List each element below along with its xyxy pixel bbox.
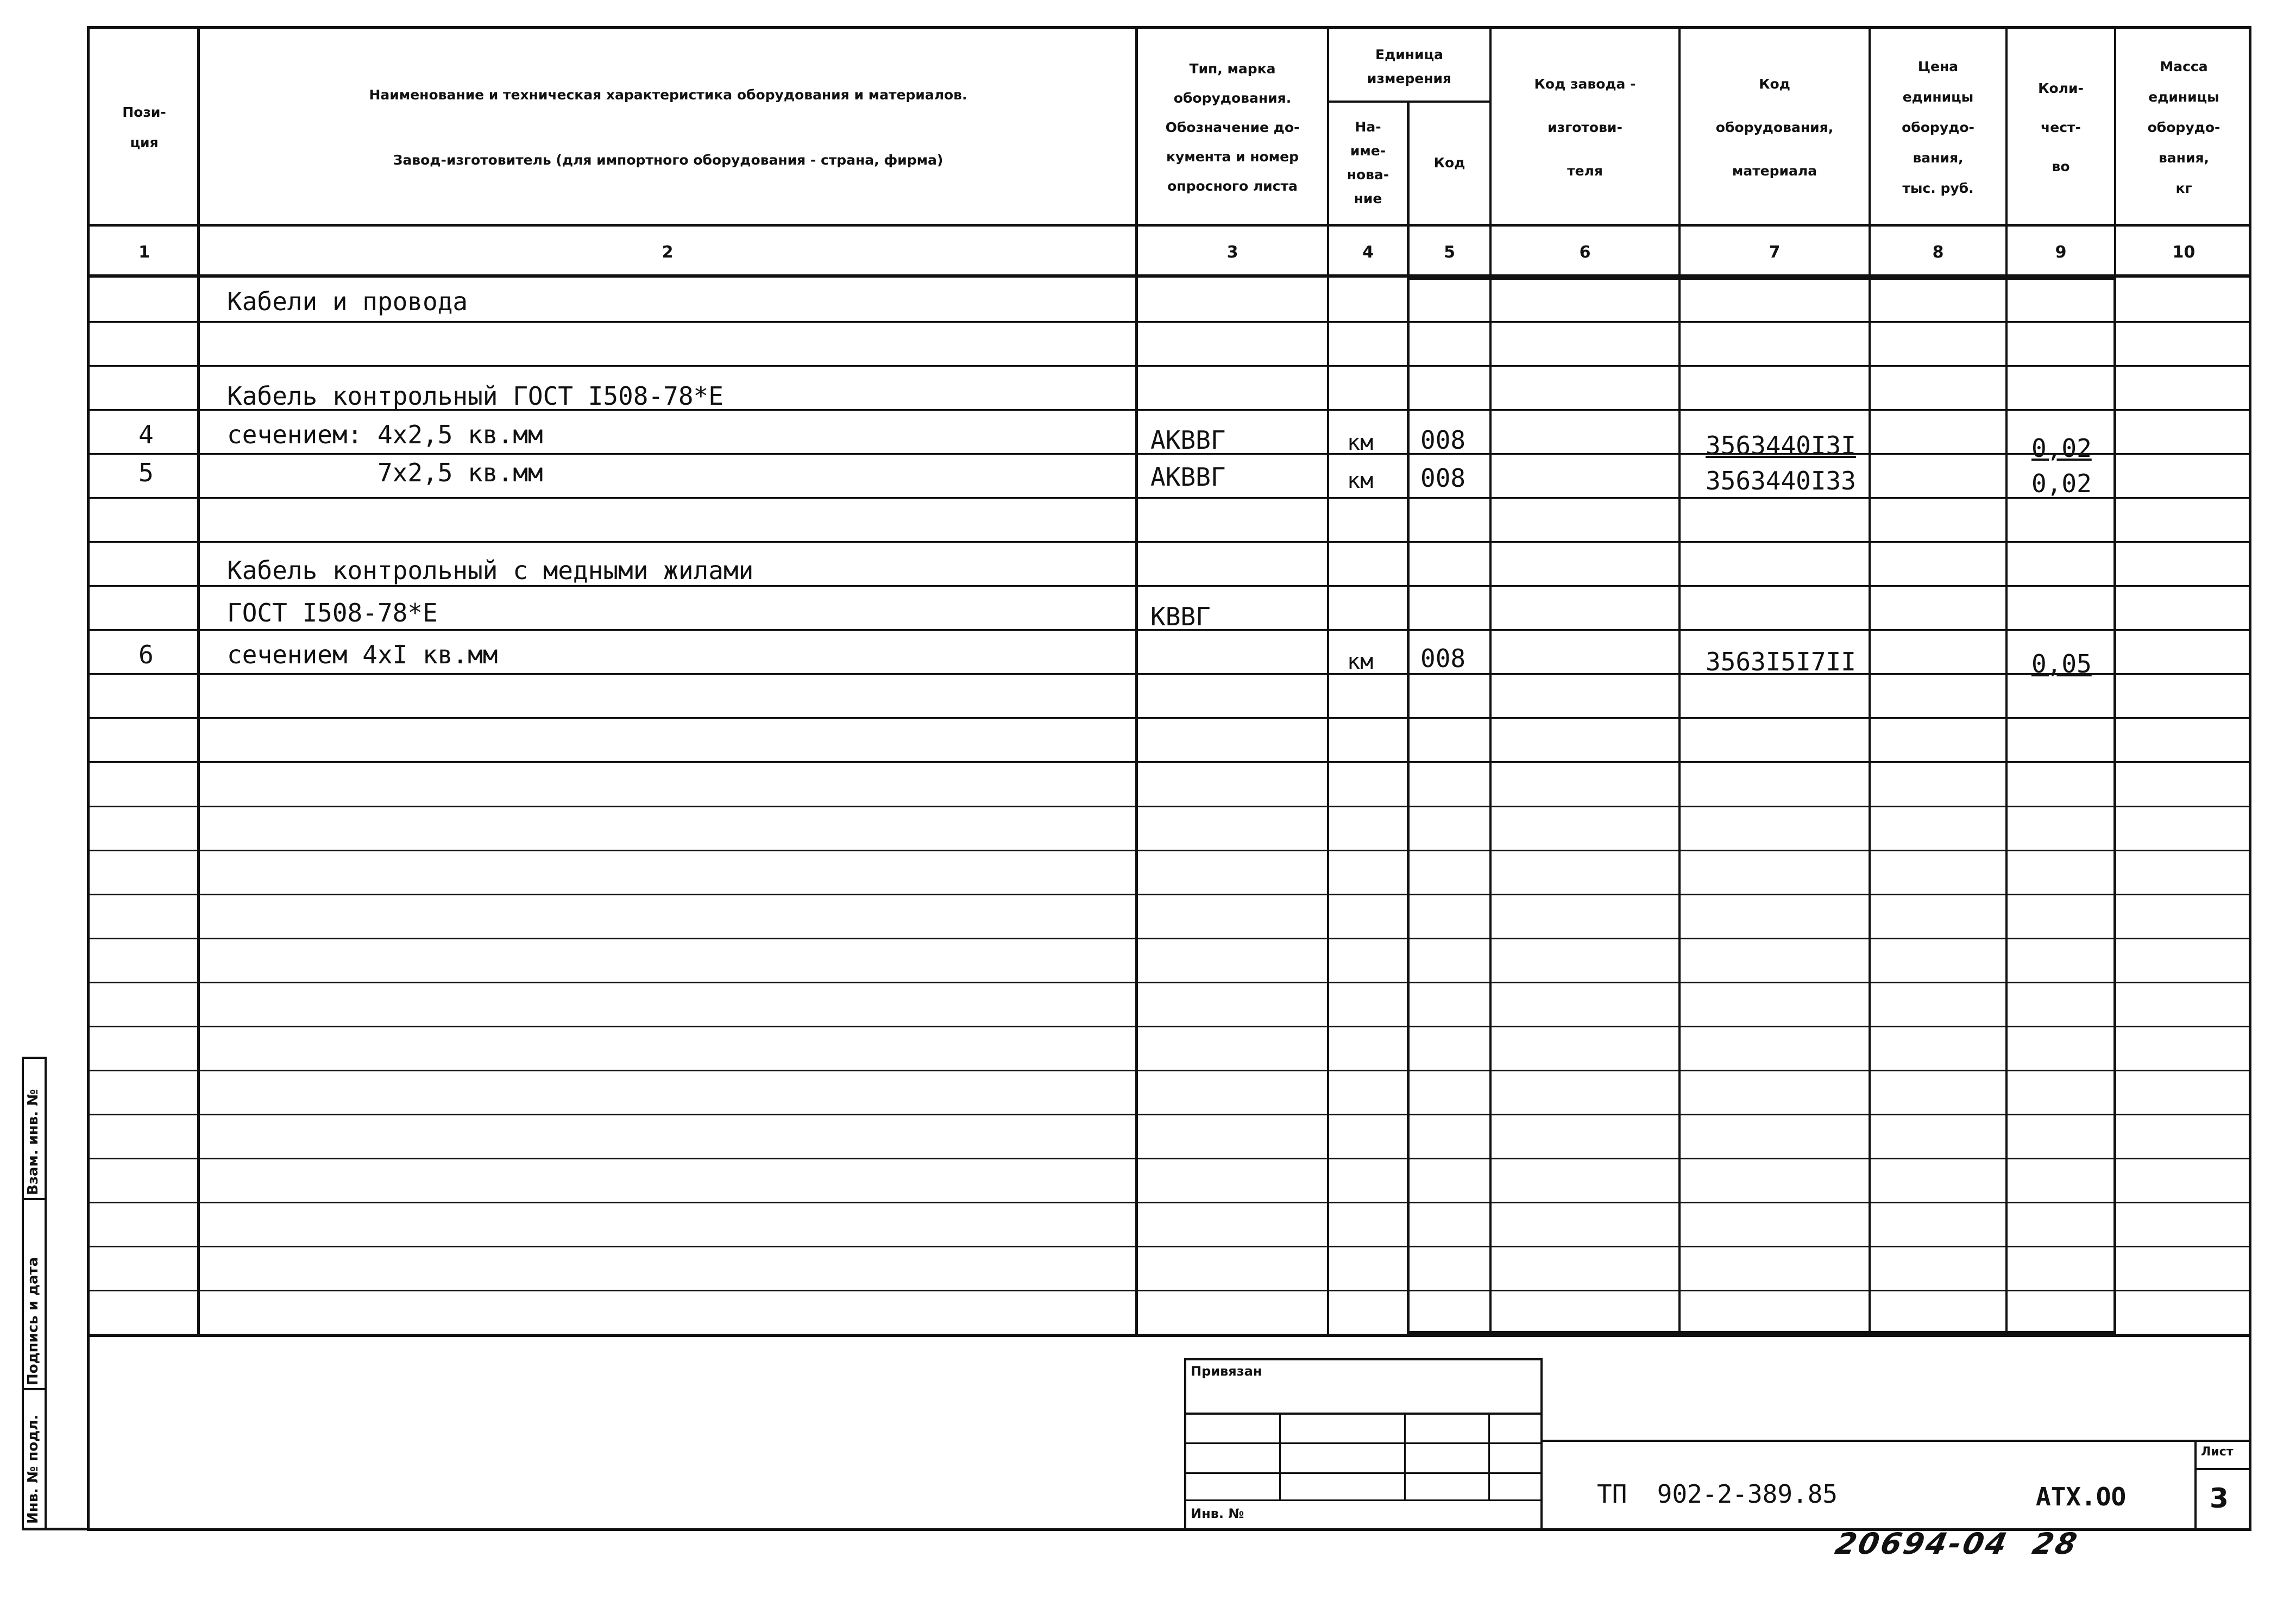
header-bottom-line	[87, 224, 2251, 227]
header-factory-code: Код завода - изготови- теля	[1534, 76, 1636, 179]
header-mass: Масса единицы оборудо- вания, кг	[2147, 59, 2220, 196]
row-unit-code: 008	[1420, 463, 1466, 493]
side-label-sign-date: Подпись и дата	[25, 1257, 41, 1385]
row-name: Кабели и провода	[227, 287, 468, 316]
colnum-2: 2	[662, 243, 674, 262]
row-position: 5	[139, 458, 154, 487]
sheet-label: Лист	[2201, 1445, 2234, 1459]
side-strip-bottom	[22, 1528, 87, 1530]
colnum-10: 10	[2172, 243, 2196, 262]
header-position: Пози- ция	[122, 104, 166, 150]
row-quantity: 0,02	[2031, 434, 2092, 463]
bound-stamp-line4	[1184, 1499, 1543, 1501]
row-type: АКВВГ	[1150, 425, 1226, 455]
inv-label: Инв. №	[1191, 1506, 1244, 1521]
header-unit-group: Единица измерения	[1367, 46, 1452, 86]
header-quantity: Коли- чест- во	[2038, 80, 2084, 174]
row-name: 7х2,5 кв.мм	[227, 458, 543, 487]
side-strip-mid	[45, 1057, 47, 1529]
row-name: ГОСТ I508-78*Е	[227, 598, 438, 627]
sheet-cell-sep	[2194, 1468, 2251, 1470]
bound-stamp-vline1	[1279, 1413, 1281, 1499]
side-strip-sep1	[22, 1198, 47, 1200]
title-block-top	[1543, 1440, 2251, 1442]
row-equipment-code: 3563I5I7II	[1706, 647, 1856, 676]
sheet-cell-left	[2194, 1440, 2197, 1531]
side-label-inv-orig: Инв. № подл.	[25, 1414, 41, 1524]
table-bottom-line	[87, 1334, 2251, 1337]
row-quantity: 0,02	[2031, 469, 2092, 498]
row-type: КВВГ	[1150, 602, 1211, 631]
side-strip-left	[22, 1057, 24, 1529]
row-name: сечением 4хI кв.мм	[227, 640, 498, 669]
col-line-1	[197, 26, 200, 1335]
row-name: Кабель контрольный ГОСТ I508-78*Е	[227, 381, 724, 411]
row-unit: км	[1347, 649, 1374, 674]
row-unit: км	[1347, 468, 1374, 493]
header-name: Наименование и техническая характеристика оборудования и материалов. Завод-изготовитель (для импортного оборудования - страна, фирма)	[369, 87, 967, 168]
row-unit-code: 008	[1420, 425, 1466, 455]
colnum-7: 7	[1769, 243, 1781, 262]
side-strip-sep2	[22, 1388, 47, 1390]
header-unit-code: Код	[1433, 155, 1465, 171]
row-name: Кабель контрольный с медными жилами	[227, 556, 754, 585]
row-quantity: 0,05	[2031, 649, 2092, 679]
colnum-6: 6	[1579, 243, 1591, 262]
header-equipment-code: Код оборудования, материала	[1715, 76, 1834, 179]
side-strip-top	[22, 1057, 47, 1059]
row-type: АКВВГ	[1150, 462, 1226, 492]
unit-group-line	[1328, 101, 1491, 103]
bound-stamp-vline3	[1488, 1413, 1490, 1499]
header-unit-name: На- име- нова- ние	[1347, 119, 1389, 206]
row-unit: км	[1347, 430, 1374, 455]
sheet-number: 3	[2210, 1483, 2229, 1514]
colnum-8: 8	[1932, 243, 1944, 262]
colnum-3: 3	[1226, 243, 1238, 262]
colnum-4: 4	[1362, 243, 1374, 262]
row-equipment-code: 3563440I3I	[1706, 431, 1856, 460]
handwritten-number: 20694-04 28	[1832, 1527, 2082, 1561]
bound-stamp-vline2	[1404, 1413, 1406, 1499]
row-name: сечением: 4х2,5 кв.мм	[227, 420, 543, 449]
side-label-replace-inv: Взам. инв. №	[25, 1089, 41, 1195]
row-equipment-code: 3563440I33	[1706, 466, 1856, 495]
row-position: 4	[139, 420, 154, 449]
colnum-1: 1	[139, 243, 150, 262]
doc-number: ТП 902-2-389.85	[1597, 1479, 1838, 1509]
row-unit-code: 008	[1420, 644, 1466, 673]
row-position: 6	[139, 640, 154, 669]
bound-label: Привязан	[1191, 1364, 1262, 1379]
header-type: Тип, марка оборудования. Обозначение до- кумента и номер опросного листа	[1165, 61, 1300, 194]
header-price: Цена единицы оборудо- вания, тыс. руб.	[1902, 59, 1974, 196]
colnum-9: 9	[2055, 243, 2067, 262]
doc-code: АТХ.ОО	[2036, 1482, 2127, 1511]
colnum-5: 5	[1444, 243, 1455, 262]
